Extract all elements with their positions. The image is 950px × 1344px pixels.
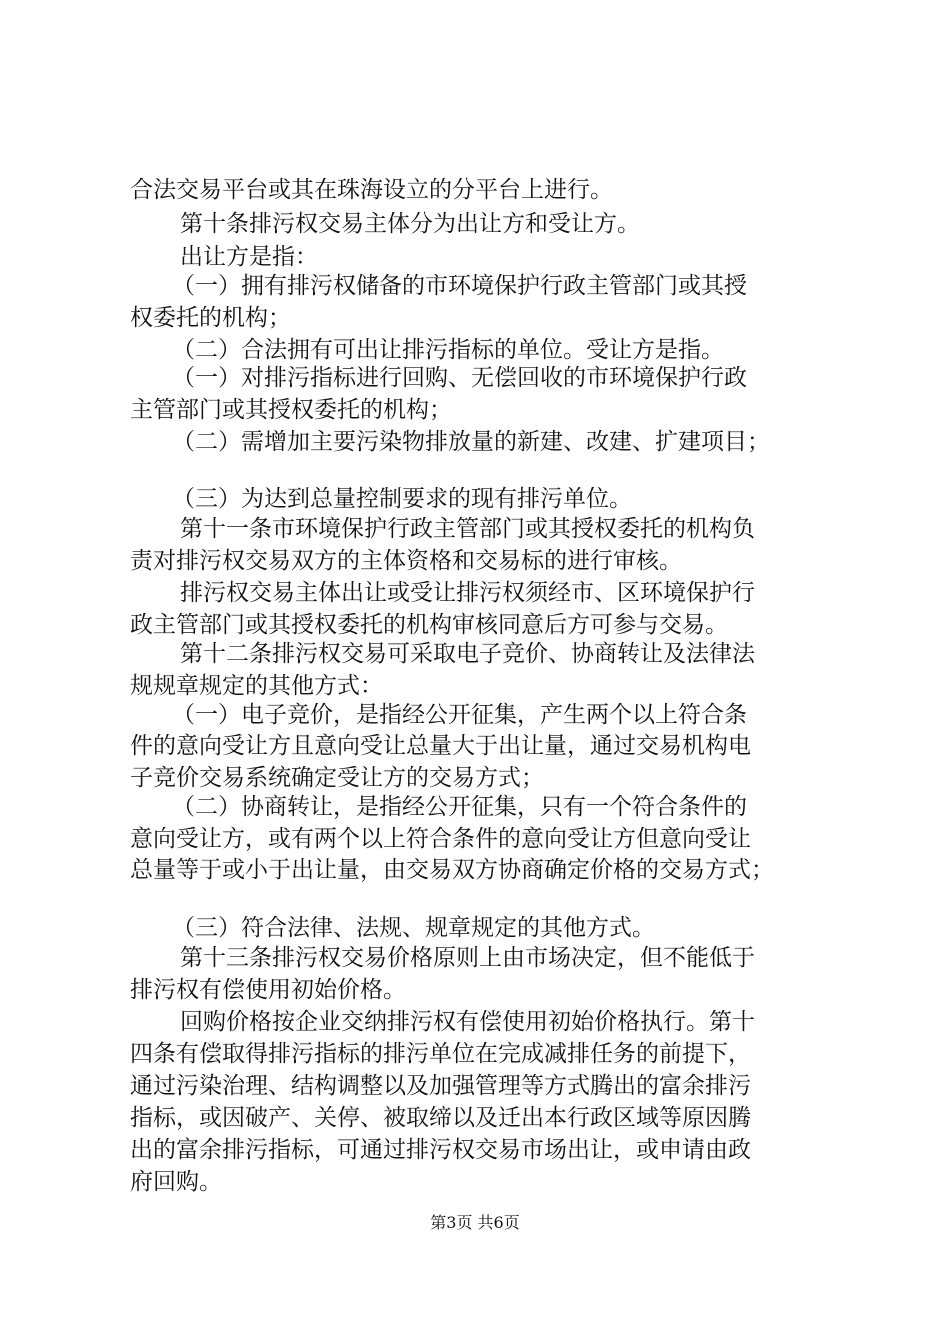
text-line: （二）需增加主要污染物排放量的新建、改建、扩建项目； — [172, 429, 770, 455]
text-line: 政主管部门或其授权委托的机构审核同意后方可参与交易。 — [130, 612, 728, 638]
text-line: 出让方是指： — [180, 244, 318, 270]
text-line: 子竞价交易系统确定受让方的交易方式； — [130, 765, 544, 791]
text-line: 出的富余排污指标，可通过排污权交易市场出让，或申请由政 — [130, 1137, 751, 1163]
text-line: 主管部门或其授权委托的机构； — [130, 397, 452, 423]
text-line: 四条有偿取得排污指标的排污单位在完成减排任务的前提下， — [130, 1041, 751, 1067]
text-line: （二）协商转让，是指经公开征集，只有一个符合条件的 — [172, 794, 747, 820]
text-line: （一）电子竞价，是指经公开征集，产生两个以上符合条 — [172, 702, 747, 728]
text-line: 责对排污权交易双方的主体资格和交易标的进行审核。 — [130, 548, 682, 574]
text-line: 件的意向受让方且意向受让总量大于出让量，通过交易机构电 — [130, 733, 751, 759]
text-line: 总量等于或小于出让量，由交易双方协商确定价格的交易方式； — [130, 857, 774, 883]
text-line: 排污权交易主体出让或受让排污权须经市、区环境保护行 — [180, 580, 755, 606]
text-line: 府回购。 — [130, 1169, 222, 1195]
text-line: 第十三条排污权交易价格原则上由市场决定，但不能低于 — [180, 945, 755, 971]
text-line: 排污权有偿使用初始价格。 — [130, 977, 406, 1003]
text-line: 指标，或因破产、关停、被取缔以及迁出本行政区域等原因腾 — [130, 1105, 751, 1131]
text-line: （一）对排污指标进行回购、无偿回收的市环境保护行政 — [172, 365, 747, 391]
text-line: 权委托的机构； — [130, 305, 291, 331]
text-line: （一）拥有排污权储备的市环境保护行政主管部门或其授 — [172, 273, 747, 299]
text-line: （三）为达到总量控制要求的现有排污单位。 — [172, 486, 632, 512]
text-line: 第十一条市环境保护行政主管部门或其授权委托的机构负 — [180, 516, 755, 542]
text-line: 第十条排污权交易主体分为出让方和受让方。 — [180, 211, 640, 237]
text-line: （三）符合法律、法规、规章规定的其他方式。 — [172, 915, 655, 941]
text-line: 合法交易平台或其在珠海设立的分平台上进行。 — [130, 177, 613, 203]
text-line: 回购价格按企业交纳排污权有偿使用初始价格执行。第十 — [180, 1009, 755, 1035]
text-line: 规规章规定的其他方式： — [130, 673, 383, 699]
text-line: （二）合法拥有可出让排污指标的单位。受让方是指。 — [172, 337, 724, 363]
text-line: 意向受让方，或有两个以上符合条件的意向受让方但意向受让 — [130, 826, 751, 852]
page-number-footer: 第3页 共6页 — [430, 1213, 520, 1232]
text-line: 通过污染治理、结构调整以及加强管理等方式腾出的富余排污 — [130, 1073, 751, 1099]
text-line: 第十二条排污权交易可采取电子竞价、协商转让及法律法 — [180, 641, 755, 667]
